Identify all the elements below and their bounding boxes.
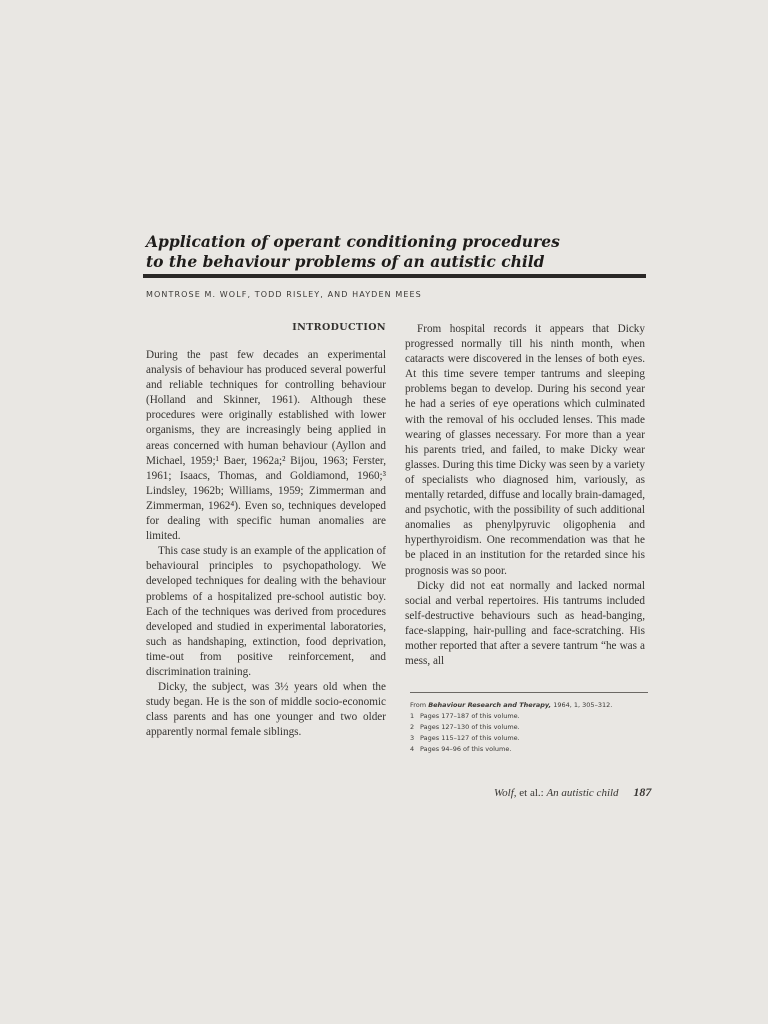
footnote-number: 1 (410, 712, 415, 720)
section-heading: INTRODUCTION (292, 322, 386, 333)
paragraph: During the past few decades an experimental analysis of behaviour has produced several powerful and reliable techniques for controlling behaviour (Holland and Skinner, 1961). Although these procedures were originally established with lower organisms, they are increasingly being applied in areas concerned with human behaviour (Ayllon and Michael, 1959;¹ Baer, 1962a;² Bijou, 1963; Ferster, 1961; Isaacs, Thomas, and Goldiamond, 1960;³ Lindsley, 1962b; Williams, 1959; Zimmerman and Zimmerman, 1962⁴). Even so, techniques developed for dealing with specific human anomalies are limited. (146, 349, 386, 543)
footnote-item (410, 711, 648, 722)
footnotes (410, 692, 648, 755)
footnote-text: Pages 177–187 of this volume. (420, 712, 520, 720)
paragraph: Dicky did not eat normally and lacked normal social and verbal repertoires. His tantrums included self-destructive behaviours such as head-banging, face-slapping, hair-pulling and face-scratching. His mother reported that after a severe tantrum “he was a mess, all (405, 579, 645, 668)
footnote-number: 3 (410, 734, 415, 742)
footnote-number: 2 (410, 723, 415, 731)
right-column (405, 322, 645, 669)
footnote-text: Pages 127–130 of this volume. (420, 723, 520, 731)
paragraph: From hospital records it appears that Dicky progressed normally till his ninth month, when cataracts were discovered in the lenses of both eyes. At this time severe temper tantrums and sleeping problems began to develop. During his second year he had a series of eye operations which culminated with the removal of his occluded lenses. This made wearing of glasses necessary. For more than a year his parents tried, and failed, to make Dicky wear glasses. During this time Dicky was seen by a variety of specialists who diagnosed him, variously, as mentally retarded, diffuse and locally brain-damaged, and psychotic, with the possibility of such additional anomalies as phenylpyruvic oligophenia and hyperthyroidism. One recommendation was that he be placed in an institution for the retarded since his prognosis was so poor. (405, 323, 645, 577)
footnote-item (410, 733, 648, 744)
footnote-text: Pages 94–96 of this volume. (420, 745, 512, 753)
title-line-2: to the behaviour problems of an autistic child (146, 252, 545, 271)
footer-etal: et al.: (519, 787, 544, 799)
paragraph: Dicky, the subject, was 3½ years old when the study began. He is the son of middle socio-economic class parents and has one younger and two older apparently normal female siblings. (146, 681, 386, 739)
footnote-number: 4 (410, 745, 415, 753)
paragraph: This case study is an example of the application of behavioural principles to psychopathology. We developed techniques for dealing with the behaviour problems of a hospitalized pre-school autistic boy. Each of the techniques was derived from procedures developed and studied in experimental laboratories, such as handshaping, extinction, food deprivation, time-out from positive reinforcement, and discrimination training. (146, 545, 386, 678)
footer-short-title: An autistic child (546, 787, 619, 799)
footnote-item (410, 744, 648, 755)
title-rule (143, 274, 646, 278)
left-column (146, 322, 386, 740)
source-note (410, 700, 648, 711)
footer-author: Wolf, (494, 787, 517, 799)
source-prefix: From (410, 701, 427, 709)
source-details: 1964, 1, 305–312. (553, 701, 613, 709)
page-number: 187 (633, 785, 652, 799)
footnote-text: Pages 115–127 of this volume. (420, 734, 520, 742)
footnote-item (410, 722, 648, 733)
running-footer (494, 785, 666, 800)
article-title (146, 232, 646, 272)
title-line-1: Application of operant conditioning procedures (146, 232, 560, 251)
source-journal: Behaviour Research and Therapy, (428, 701, 552, 709)
author-line: MONTROSE M. WOLF, TODD RISLEY, AND HAYDEN MEES (146, 290, 422, 299)
